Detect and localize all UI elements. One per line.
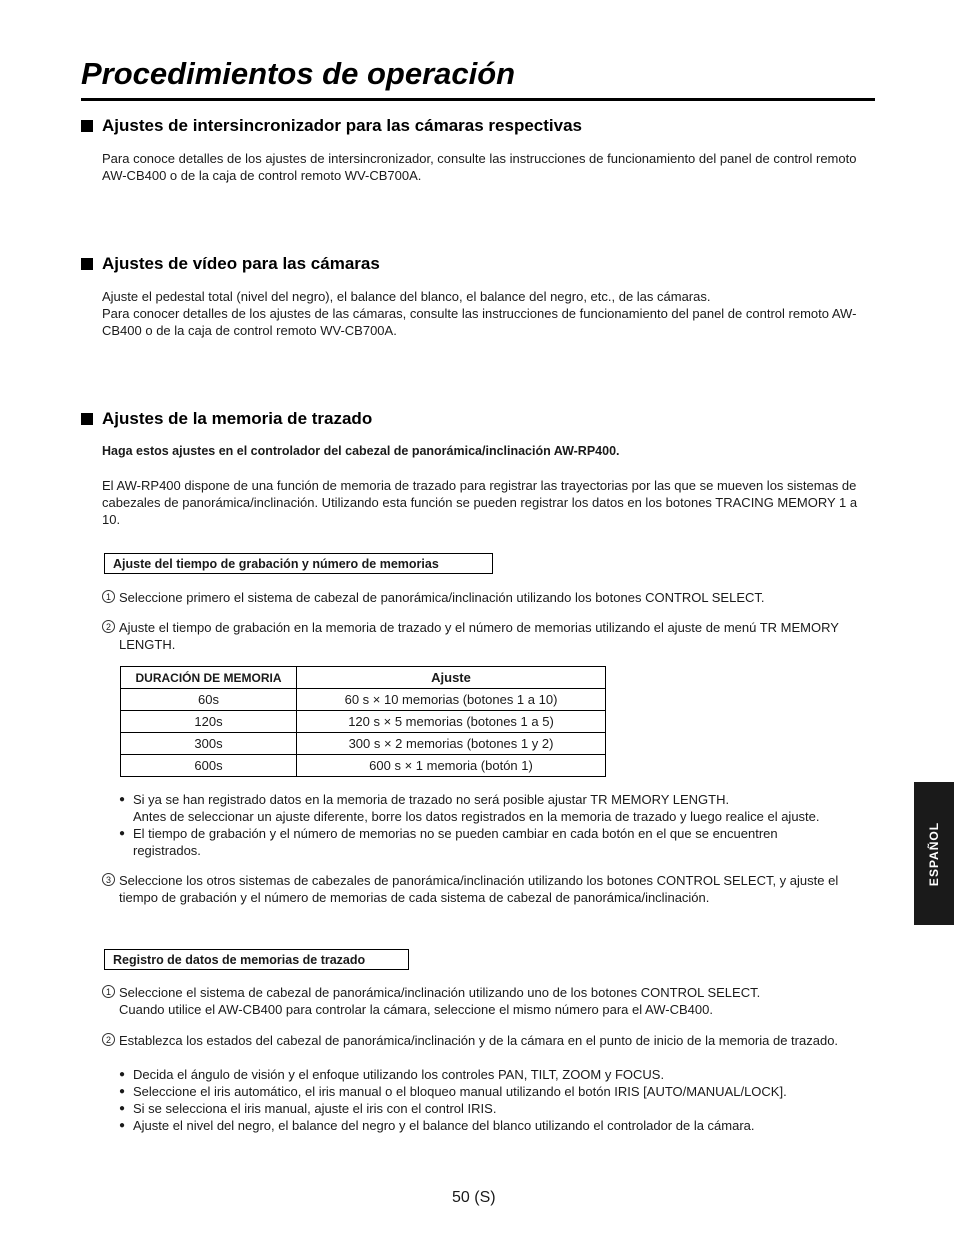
bullet-icon: ● [119, 794, 126, 805]
paragraph: Ajuste el pedestal total (nivel del negro), el balance del blanco, el balance del negro, etc., de las cámaras. [102, 289, 711, 304]
bullet-text: Seleccione el iris automático, el iris manual o el bloqueo manual utilizando el botón IRIS [AUTO/MANUAL/LOCK]. [133, 1084, 787, 1099]
step-number: 2 [102, 1033, 115, 1046]
bullet-text: Si se selecciona el iris manual, ajuste el iris con el control IRIS. [133, 1101, 497, 1116]
step-text: Seleccione primero el sistema de cabezal de panorámica/inclinación utilizando los botones CONTROL SELECT. [119, 590, 765, 605]
bullet-text: Si ya se han registrado datos en la memoria de trazado no será posible ajustar TR MEMORY LENGTH. [133, 792, 730, 807]
table-row [121, 755, 606, 777]
title-rule [81, 98, 875, 101]
bullet-text: Ajuste el nivel del negro, el balance del negro y el balance del blanco utilizando el controlador de la cámara. [133, 1118, 755, 1133]
table-cell: 300s [121, 733, 297, 755]
list-item [119, 1117, 879, 1134]
table-header-cell: Ajuste [297, 667, 606, 689]
bold-note: Haga estos ajustes en el controlador del cabezal de panorámica/inclinación AW-RP400. [102, 444, 620, 458]
step-item [102, 589, 877, 606]
paragraph: El AW-RP400 dispone de una función de memoria de trazado para registrar las trayectorias por las que se mueven los sistemas de cabezales de panorámica/inclinación. Utilizando esta función se pueden registrar los datos en los botones TRACING MEMORY 1 a 10. [102, 478, 858, 527]
section-heading-intersync [81, 116, 582, 136]
table-row [121, 711, 606, 733]
page-title: Procedimientos de operación [81, 56, 516, 91]
step-number: 2 [102, 620, 115, 633]
step-item [102, 984, 877, 1018]
language-tab-label: ESPAÑOL [927, 821, 941, 886]
square-bullet-icon [81, 258, 93, 270]
step-number: 1 [102, 985, 115, 998]
table-row [121, 689, 606, 711]
table-cell: 300 s × 2 memorias (botones 1 y 2) [297, 733, 606, 755]
memory-duration-table [120, 666, 606, 777]
section-heading-text: Ajustes de intersincronizador para las cámaras respectivas [102, 116, 583, 135]
step-text: Ajuste el tiempo de grabación en la memoria de trazado y el número de memorias utilizando el ajuste de menú TR MEMORY LENGTH. [119, 620, 839, 652]
step-text: Cuando utilice el AW-CB400 para controlar la cámara, seleccione el mismo número para el AW-CB400. [119, 1002, 713, 1017]
list-item [119, 825, 879, 859]
step-item [102, 619, 877, 653]
section-body-video [102, 288, 877, 339]
step-number: 3 [102, 873, 115, 886]
section-body-intersync [102, 150, 877, 184]
table-cell: 60 s × 10 memorias (botones 1 a 10) [297, 689, 606, 711]
bullet-icon: ● [119, 828, 126, 839]
bullet-icon: ● [119, 1069, 126, 1080]
subsection-label-recording-time: Ajuste del tiempo de grabación y número de memorias [104, 553, 493, 574]
subsection-label-register-data: Registro de datos de memorias de trazado [104, 949, 409, 970]
note-bullets [119, 791, 879, 859]
step-text: Seleccione los otros sistemas de cabezales de panorámica/inclinación utilizando los botones CONTROL SELECT, y ajuste el tiempo de grabación y el número de memorias de cada sistema de cabezal de panorámica/inclinación. [119, 873, 839, 905]
bullet-text: Decida el ángulo de visión y el enfoque utilizando los controles PAN, TILT, ZOOM y FOCUS. [133, 1067, 665, 1082]
table-cell: 60s [121, 689, 297, 711]
page-number: 50 (S) [452, 1189, 496, 1206]
section-heading-video [81, 254, 380, 274]
section-heading-text: Ajustes de vídeo para las cámaras [102, 254, 380, 273]
bullet-text: El tiempo de grabación y el número de memorias no se pueden cambiar en cada botón en el que se encuentren registrados. [133, 826, 778, 858]
step-text: Establezca los estados del cabezal de panorámica/inclinación y de la cámara en el punto de inicio de la memoria de trazado. [119, 1033, 839, 1048]
square-bullet-icon [81, 120, 93, 132]
list-item [119, 1066, 879, 1083]
table-row [121, 733, 606, 755]
setup-bullets [119, 1066, 879, 1134]
section-body-tracing-memory [102, 477, 877, 528]
bullet-icon: ● [119, 1120, 126, 1131]
step-number: 1 [102, 590, 115, 603]
step-text: Seleccione el sistema de cabezal de panorámica/inclinación utilizando uno de los botones CONTROL SELECT. [119, 985, 761, 1000]
bullet-icon: ● [119, 1086, 126, 1097]
language-side-tab [914, 782, 954, 925]
list-item [119, 791, 879, 825]
paragraph: Para conoce detalles de los ajustes de intersincronizador, consulte las instrucciones de funcionamiento del panel de control remoto AW-CB400 o de la caja de control remoto WV-CB700A. [102, 151, 857, 183]
section-heading-tracing-memory [81, 409, 372, 429]
table-cell: 600 s × 1 memoria (botón 1) [297, 755, 606, 777]
table-cell: 120s [121, 711, 297, 733]
table-cell: 120 s × 5 memorias (botones 1 a 5) [297, 711, 606, 733]
list-item [119, 1083, 879, 1100]
table-cell: 600s [121, 755, 297, 777]
step-item [102, 872, 877, 906]
bullet-text: Antes de seleccionar un ajuste diferente, borre los datos registrados en la memoria de trazado y luego realice el ajuste. [133, 809, 820, 824]
bullet-icon: ● [119, 1103, 126, 1114]
table-header-cell: DURACIÓN DE MEMORIA [121, 667, 297, 689]
table-header-row [121, 667, 606, 689]
section-heading-text: Ajustes de la memoria de trazado [102, 409, 373, 428]
list-item [119, 1100, 879, 1117]
square-bullet-icon [81, 413, 93, 425]
paragraph: Para conocer detalles de los ajustes de las cámaras, consulte las instrucciones de funcionamiento del panel de control remoto AW-CB400 o de la caja de control remoto WV-CB700A. [102, 306, 857, 338]
step-item [102, 1032, 877, 1049]
